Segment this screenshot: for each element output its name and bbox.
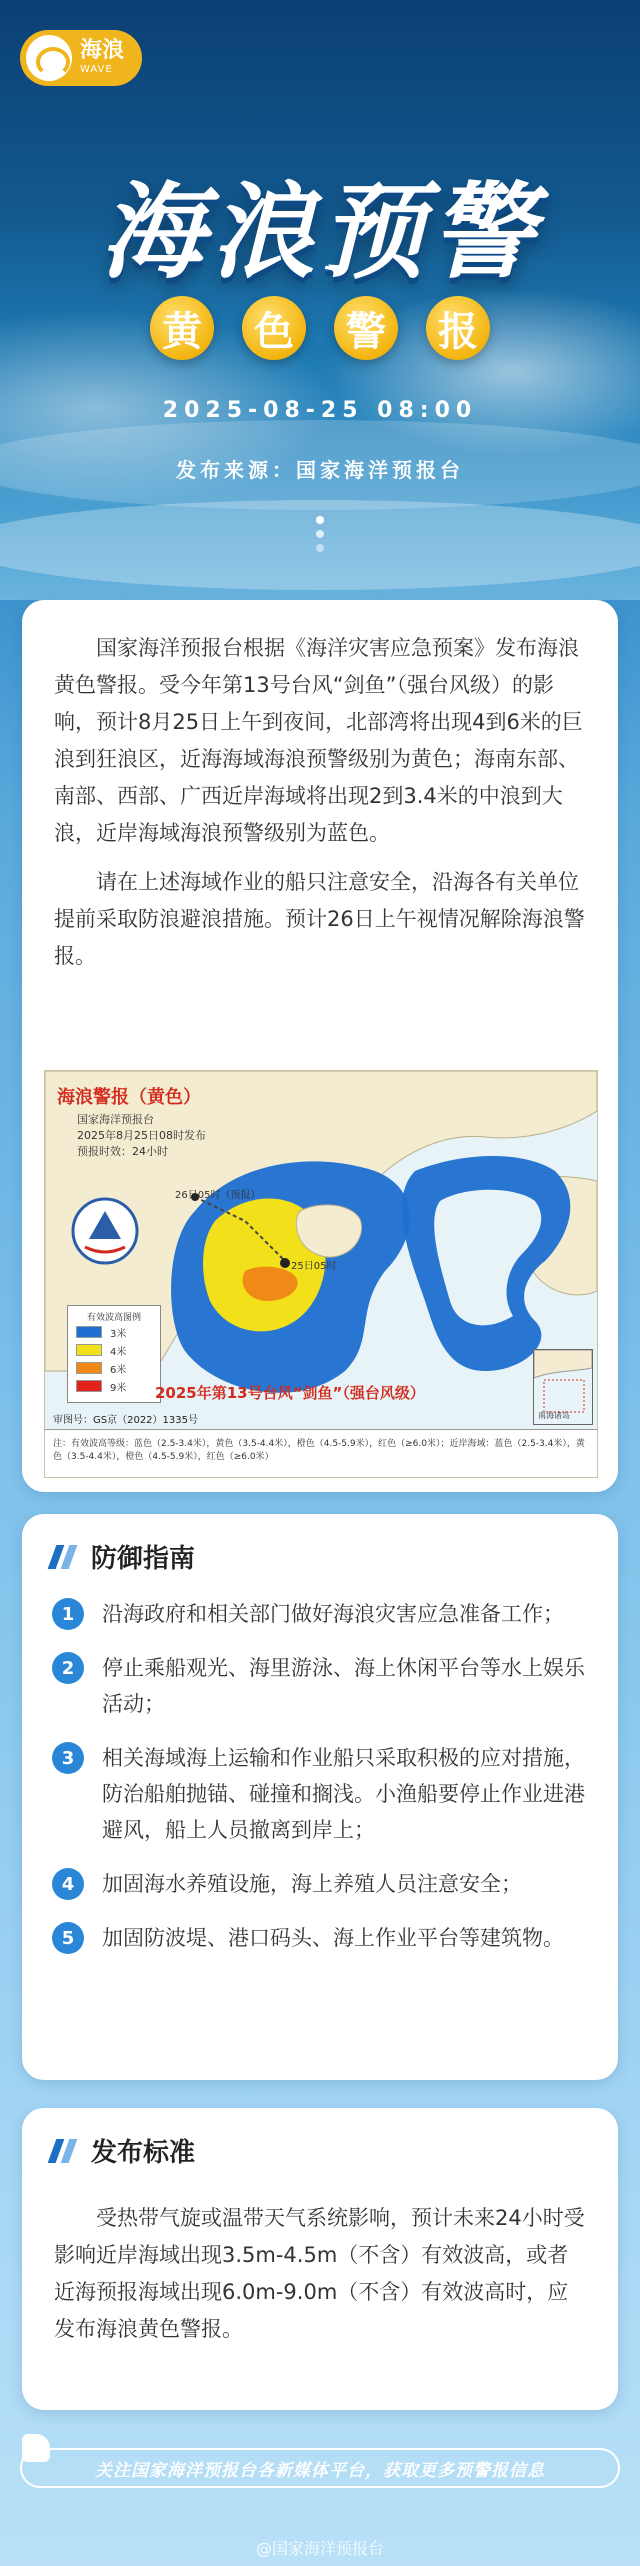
legend-item: 3米 (68, 1323, 160, 1341)
legend-item: 6米 (68, 1359, 160, 1377)
guide-text: 加固海水养殖设施，海上养殖人员注意安全； (102, 1872, 522, 1896)
guide-text: 沿海政府和相关部门做好海浪灾害应急准备工作； (102, 1602, 564, 1626)
guide-item (52, 1920, 592, 1956)
level-char: 报 (426, 296, 490, 360)
map-legend (67, 1305, 161, 1403)
legend-swatch (76, 1344, 102, 1356)
release-standard-card (22, 2108, 618, 2410)
hero-banner (0, 0, 640, 600)
bulletin-paragraph: 国家海洋预报台根据《海洋灾害应急预案》发布海浪黄色警报。受今年第13号台风“剑鱼”（强台风级）的影响，预计8月25日上午到夜间，北部湾将出现4到6米的巨浪到狂浪区，近海海域海浪预警级别为黄色；海南东部、南部、西部、广西近岸海域将出现2到3.4米的中浪到大浪，近岸海域海浪预警级别为蓝色。 (54, 636, 583, 845)
banner-text: 关注国家海洋预报台各新媒体平台，获取更多预警报信息 (95, 2460, 545, 2481)
follow-banner[interactable] (20, 2448, 620, 2488)
guide-item (52, 1596, 592, 1632)
guide-text: 停止乘船观光、海里游泳、海上休闲平台等水上娱乐活动； (102, 1656, 585, 1716)
track-label: 26日05时（预报） (175, 1190, 261, 1201)
guide-list (52, 1596, 592, 1974)
thumbs-up-icon (22, 2434, 50, 2462)
number-badge: 4 (52, 1868, 84, 1900)
warning-map[interactable] (44, 1070, 598, 1478)
bulletin-paragraph: 请在上述海域作业的船只注意安全，沿海各有关单位提前采取防浪避浪措施。预计26日上午视情况解除海浪警报。 (54, 870, 585, 968)
number-badge: 1 (52, 1598, 84, 1630)
map-issuer: 国家海洋预报台 (77, 1113, 154, 1126)
level-char: 黄 (150, 296, 214, 360)
level-char: 色 (242, 296, 306, 360)
legend-swatch (76, 1362, 102, 1374)
map-valid: 预报时效：24小时 (77, 1145, 168, 1158)
legend-item: 4米 (68, 1341, 160, 1359)
page-title: 海浪预警 (99, 171, 540, 293)
level-char: 警 (334, 296, 398, 360)
map-number: 审图号：GS京（2022）1335号 (53, 1415, 198, 1426)
legend-title: 有效波高图例 (86, 1313, 141, 1323)
section-header (52, 2132, 195, 2169)
number-badge: 2 (52, 1652, 84, 1684)
guide-item (52, 1740, 592, 1848)
map-footer: 注：有效波高等级：蓝色（2.5-3.4米），黄色（3.5-4.4米），橙色（4.5-5.9米），红色（≥6.0米）；近岸海域：蓝色（2.5-3.4米），黄色（3.5-4.4米），橙色（4.5-5.9米），红色（≥6.0米） (45, 1429, 597, 1477)
warning-level (0, 296, 640, 360)
watermark: @国家海洋预报台 (255, 2539, 384, 2558)
issue-datetime: 2025-08-25 08:00 (162, 398, 478, 423)
map-title: 海浪警报（黄色） (57, 1087, 201, 1108)
map-issued: 2025年8月25日08时发布 (77, 1129, 206, 1142)
number-badge: 3 (52, 1742, 84, 1774)
section-header (52, 1538, 195, 1575)
section-title: 防御指南 (91, 1544, 196, 1574)
track-label: 25日05时 (291, 1261, 337, 1272)
guide-text: 相关海域海上运输和作业船只采取积极的应对措施，防治船舶抛锚、碰撞和搁浅。小渔船要停止作业进港避风，船上人员撤离到岸上； (102, 1746, 585, 1842)
section-title: 发布标准 (91, 2138, 196, 2168)
typhoon-marker (280, 1258, 290, 1268)
number-badge: 5 (52, 1922, 84, 1954)
logo (20, 30, 142, 86)
issue-source: 发布来源：国家海洋预报台 (176, 458, 464, 482)
guide-item (52, 1866, 592, 1902)
defense-guide-card (22, 1514, 618, 2080)
standard-text: 受热带气旋或温带天气系统影响，预计未来24小时受影响近岸海域出现3.5m-4.5m（不含）有效波高，或者近海预报海域出现6.0m-9.0m（不含）有效波高时，应发布海浪黄色警报。 (54, 2206, 585, 2341)
logo-text-cn: 海浪 (80, 38, 125, 63)
map-caption: 2025年第13号台风“剑鱼”（强台风级） (155, 1384, 425, 1402)
south-china-sea-inset (533, 1349, 593, 1425)
legend-item: 9米 (68, 1377, 160, 1395)
legend-swatch (76, 1380, 102, 1392)
bulletin-card (22, 600, 618, 1492)
wave-logo-icon (26, 35, 72, 81)
inset-label: 南海诸岛 (538, 1411, 570, 1420)
logo-text-en: WAVE (80, 64, 113, 75)
legend-swatch (76, 1326, 102, 1338)
guide-item (52, 1650, 592, 1722)
guide-text: 加固防波堤、港口码头、海上作业平台等建筑物。 (102, 1926, 564, 1950)
scroll-indicator (316, 516, 326, 558)
